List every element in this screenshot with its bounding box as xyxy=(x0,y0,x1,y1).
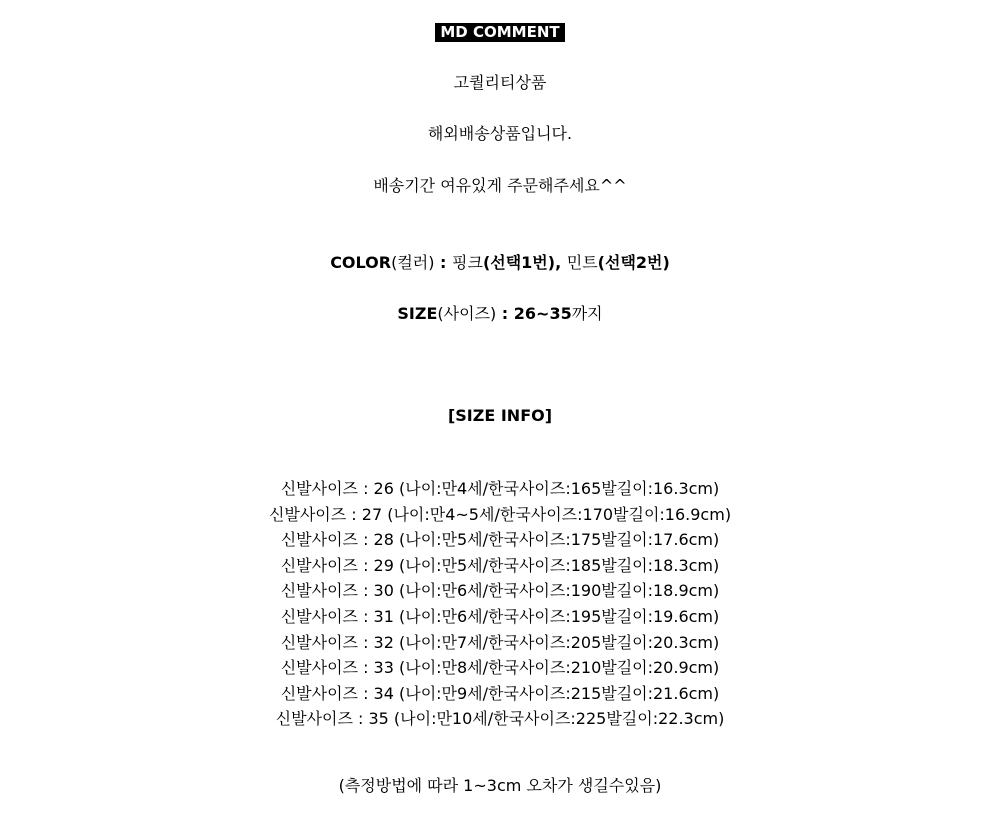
size-option-line xyxy=(0,304,1000,324)
md-comment-line-1: 고퀄리티상품 xyxy=(453,73,547,92)
color-label-kr: (컬러) xyxy=(391,253,435,272)
color-value-pink: 핑크 xyxy=(452,253,483,272)
list-item: 신발사이즈 : 30 (나이:만6세/한국사이즈:190발길이:18.9cm) xyxy=(280,581,720,601)
size-separator: : xyxy=(496,304,514,323)
list-item: 신발사이즈 : 29 (나이:만5세/한국사이즈:185발길이:18.3cm) xyxy=(280,555,720,575)
list-item: 신발사이즈 : 31 (나이:만6세/한국사이즈:195발길이:19.6cm) xyxy=(280,606,720,626)
list-item: 신발사이즈 : 28 (나이:만5세/한국사이즈:175발길이:17.6cm) xyxy=(280,530,720,550)
list-item: 신발사이즈 : 33 (나이:만8세/한국사이즈:210발길이:20.9cm) xyxy=(280,658,720,678)
list-item: 신발사이즈 : 34 (나이:만9세/한국사이즈:215발길이:21.6cm) xyxy=(280,683,720,703)
list-item: 신발사이즈 : 26 (나이:만4세/한국사이즈:165발길이:16.3cm) xyxy=(280,479,720,498)
color-comma: , xyxy=(555,253,567,272)
size-range: 26~35 xyxy=(513,304,572,323)
md-comment-line-3: 배송기간 여유있게 주문해주세요^^ xyxy=(373,176,627,195)
md-comment-header xyxy=(0,22,1000,42)
list-item: 신발사이즈 : 35 (나이:만10세/한국사이즈:225발길이:22.3cm) xyxy=(275,709,725,729)
color-value-mint-note: (선택2번) xyxy=(597,253,670,272)
size-label: SIZE xyxy=(397,304,438,323)
md-comment-badge: MD COMMENT xyxy=(435,23,564,42)
color-separator: : xyxy=(434,253,453,272)
color-label: COLOR xyxy=(330,253,392,272)
color-option-line xyxy=(0,253,1000,273)
color-value-pink-note: (선택1번) xyxy=(482,253,556,272)
size-info-list xyxy=(0,476,1000,732)
md-comment-line-2: 해외배송상품입니다. xyxy=(427,124,573,143)
size-suffix: 까지 xyxy=(571,304,603,323)
size-label-kr: (사이즈) xyxy=(437,304,497,323)
size-info-heading: [SIZE INFO] xyxy=(447,406,553,425)
list-item: 신발사이즈 : 27 (나이:만4~5세/한국사이즈:170발길이:16.9cm) xyxy=(268,504,732,524)
measurement-note: (측정방법에 따라 1~3cm 오차가 생길수있음) xyxy=(338,776,662,795)
list-item: 신발사이즈 : 32 (나이:만7세/한국사이즈:205발길이:20.3cm) xyxy=(280,632,720,652)
color-value-mint: 민트 xyxy=(566,253,598,272)
